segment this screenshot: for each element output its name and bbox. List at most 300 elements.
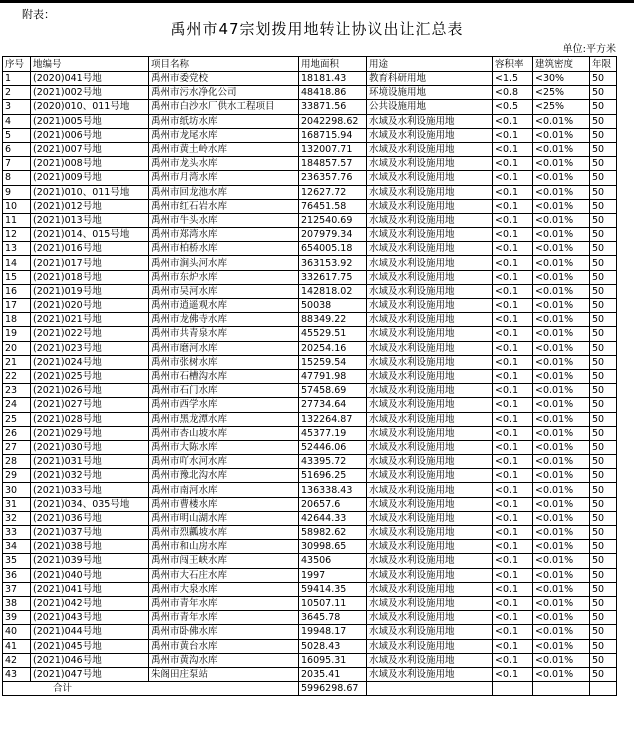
total-area: 5996298.67 <box>299 682 367 696</box>
cell-term: 50 <box>590 653 617 667</box>
cell-plot-ratio: <0.1 <box>493 611 533 625</box>
cell-usage: 水域及水利设施用地 <box>367 299 493 313</box>
cell-index: 1 <box>3 72 31 86</box>
cell-plot-ratio: <0.1 <box>493 327 533 341</box>
cell-term: 50 <box>590 611 617 625</box>
cell-usage: 水域及水利设施用地 <box>367 540 493 554</box>
cell-usage: 水域及水利设施用地 <box>367 384 493 398</box>
table-row <box>3 171 617 185</box>
cell-plot-ratio: <0.1 <box>493 256 533 270</box>
cell-usage: 水域及水利设施用地 <box>367 526 493 540</box>
cell-term: 50 <box>590 128 617 142</box>
cell-term: 50 <box>590 114 617 128</box>
cell-plot-ratio: <0.1 <box>493 228 533 242</box>
cell-area: 332617.75 <box>299 270 367 284</box>
cell-term: 50 <box>590 270 617 284</box>
cell-index: 36 <box>3 568 31 582</box>
table-row <box>3 128 617 142</box>
table-row <box>3 185 617 199</box>
cell-index: 31 <box>3 497 31 511</box>
table-row <box>3 526 617 540</box>
cell-index: 11 <box>3 213 31 227</box>
cell-parcel-no: (2021)038号地 <box>31 540 149 554</box>
cell-building-density: <0.01% <box>533 384 590 398</box>
cell-project-name: 禹州市闯王峡水库 <box>149 554 299 568</box>
cell-parcel-no: (2021)013号地 <box>31 213 149 227</box>
table-row <box>3 667 617 681</box>
cell-term: 50 <box>590 284 617 298</box>
cell-index: 12 <box>3 228 31 242</box>
cell-building-density: <0.01% <box>533 426 590 440</box>
cell-project-name: 禹州市吖水河水库 <box>149 455 299 469</box>
table-row <box>3 426 617 440</box>
cell-area: 136338.43 <box>299 483 367 497</box>
cell-plot-ratio: <0.1 <box>493 142 533 156</box>
cell-plot-ratio: <0.1 <box>493 526 533 540</box>
cell-area: 52446.06 <box>299 440 367 454</box>
cell-index: 7 <box>3 157 31 171</box>
cell-plot-ratio: <0.1 <box>493 596 533 610</box>
cell-plot-ratio: <0.1 <box>493 511 533 525</box>
cell-area: 45529.51 <box>299 327 367 341</box>
cell-project-name: 禹州市柏桥水库 <box>149 242 299 256</box>
cell-index: 22 <box>3 369 31 383</box>
cell-project-name: 禹州市卧佛水库 <box>149 625 299 639</box>
table-row <box>3 412 617 426</box>
cell-plot-ratio: <0.1 <box>493 185 533 199</box>
cell-area: 236357.76 <box>299 171 367 185</box>
cell-building-density: <0.01% <box>533 483 590 497</box>
cell-parcel-no: (2021)018号地 <box>31 270 149 284</box>
cell-project-name: 禹州市黄土岭水库 <box>149 142 299 156</box>
cell-project-name: 禹州市豫北沟水库 <box>149 469 299 483</box>
cell-usage: 水域及水利设施用地 <box>367 256 493 270</box>
cell-term: 50 <box>590 341 617 355</box>
cell-plot-ratio: <0.1 <box>493 384 533 398</box>
cell-project-name: 禹州市曹楼水库 <box>149 497 299 511</box>
cell-term: 50 <box>590 440 617 454</box>
cell-project-name: 禹州市龙头水库 <box>149 157 299 171</box>
cell-usage: 教育科研用地 <box>367 72 493 86</box>
cell-project-name: 禹州市东炉水库 <box>149 270 299 284</box>
cell-parcel-no: (2021)002号地 <box>31 86 149 100</box>
table-row <box>3 142 617 156</box>
cell-project-name: 禹州市磨河水库 <box>149 341 299 355</box>
cell-plot-ratio: <0.1 <box>493 440 533 454</box>
cell-building-density: <0.01% <box>533 327 590 341</box>
cell-plot-ratio: <0.1 <box>493 639 533 653</box>
cell-building-density: <0.01% <box>533 171 590 185</box>
cell-plot-ratio: <0.1 <box>493 653 533 667</box>
header-usage: 用途 <box>367 57 493 72</box>
cell-parcel-no: (2021)042号地 <box>31 596 149 610</box>
table-row <box>3 398 617 412</box>
table-row <box>3 299 617 313</box>
cell-parcel-no: (2021)019号地 <box>31 284 149 298</box>
header-building-density: 建筑密度 <box>533 57 590 72</box>
cell-index: 34 <box>3 540 31 554</box>
cell-parcel-no: (2021)024号地 <box>31 355 149 369</box>
cell-index: 37 <box>3 582 31 596</box>
cell-term: 50 <box>590 497 617 511</box>
cell-usage: 水域及水利设施用地 <box>367 568 493 582</box>
cell-index: 32 <box>3 511 31 525</box>
cell-area: 20254.16 <box>299 341 367 355</box>
cell-project-name: 朱阁田庄泵站 <box>149 667 299 681</box>
table-row <box>3 497 617 511</box>
cell-building-density: <0.01% <box>533 242 590 256</box>
cell-area: 20657.6 <box>299 497 367 511</box>
cell-building-density: <0.01% <box>533 199 590 213</box>
cell-index: 39 <box>3 611 31 625</box>
cell-plot-ratio: <0.1 <box>493 540 533 554</box>
cell-building-density: <0.01% <box>533 511 590 525</box>
annex-label: 附表： <box>22 8 55 21</box>
cell-building-density: <0.01% <box>533 128 590 142</box>
cell-term: 50 <box>590 554 617 568</box>
cell-index: 3 <box>3 100 31 114</box>
cell-term: 50 <box>590 185 617 199</box>
cell-area: 58982.62 <box>299 526 367 540</box>
cell-parcel-no: (2020)041号地 <box>31 72 149 86</box>
cell-term: 50 <box>590 455 617 469</box>
cell-building-density: <0.01% <box>533 157 590 171</box>
cell-project-name: 禹州市黄台水库 <box>149 639 299 653</box>
cell-area: 51696.25 <box>299 469 367 483</box>
cell-parcel-no: (2021)026号地 <box>31 384 149 398</box>
cell-plot-ratio: <0.1 <box>493 625 533 639</box>
cell-building-density: <0.01% <box>533 142 590 156</box>
cell-area: 57458.69 <box>299 384 367 398</box>
total-label: 合计 <box>3 682 299 696</box>
cell-area: 132264.87 <box>299 412 367 426</box>
cell-parcel-no: (2021)021号地 <box>31 313 149 327</box>
cell-term: 50 <box>590 398 617 412</box>
cell-plot-ratio: <0.1 <box>493 568 533 582</box>
cell-plot-ratio: <0.1 <box>493 355 533 369</box>
cell-term: 50 <box>590 540 617 554</box>
cell-plot-ratio: <0.1 <box>493 469 533 483</box>
header-term: 年限 <box>590 57 617 72</box>
cell-building-density: <0.01% <box>533 497 590 511</box>
cell-area: 47791.98 <box>299 369 367 383</box>
cell-building-density: <0.01% <box>533 540 590 554</box>
cell-project-name: 禹州市污水净化公司 <box>149 86 299 100</box>
cell-term: 50 <box>590 228 617 242</box>
cell-usage: 水域及水利设施用地 <box>367 213 493 227</box>
header-index: 序号 <box>3 57 31 72</box>
cell-usage: 水域及水利设施用地 <box>367 270 493 284</box>
cell-usage: 水域及水利设施用地 <box>367 185 493 199</box>
table-row <box>3 157 617 171</box>
cell-usage: 公共设施用地 <box>367 100 493 114</box>
cell-parcel-no: (2021)022号地 <box>31 327 149 341</box>
cell-term: 50 <box>590 639 617 653</box>
cell-parcel-no: (2021)017号地 <box>31 256 149 270</box>
cell-project-name: 禹州市黑龙潭水库 <box>149 412 299 426</box>
cell-area: 59414.35 <box>299 582 367 596</box>
cell-plot-ratio: <0.1 <box>493 398 533 412</box>
cell-plot-ratio: <0.8 <box>493 86 533 100</box>
table-row <box>3 639 617 653</box>
cell-building-density: <0.01% <box>533 355 590 369</box>
cell-term: 50 <box>590 299 617 313</box>
table-row <box>3 653 617 667</box>
cell-parcel-no: (2021)020号地 <box>31 299 149 313</box>
cell-index: 10 <box>3 199 31 213</box>
cell-index: 30 <box>3 483 31 497</box>
cell-area: 10507.11 <box>299 596 367 610</box>
table-row <box>3 213 617 227</box>
cell-building-density: <0.01% <box>533 256 590 270</box>
cell-index: 28 <box>3 455 31 469</box>
cell-plot-ratio: <0.1 <box>493 483 533 497</box>
cell-parcel-no: (2021)040号地 <box>31 568 149 582</box>
cell-area: 168715.94 <box>299 128 367 142</box>
header-area: 用地面积 <box>299 57 367 72</box>
cell-area: 2042298.62 <box>299 114 367 128</box>
cell-parcel-no: (2021)006号地 <box>31 128 149 142</box>
cell-area: 2035.41 <box>299 667 367 681</box>
cell-project-name: 禹州市红石岩水库 <box>149 199 299 213</box>
cell-building-density: <25% <box>533 86 590 100</box>
cell-index: 35 <box>3 554 31 568</box>
cell-project-name: 禹州市吴河水库 <box>149 284 299 298</box>
cell-building-density: <0.01% <box>533 653 590 667</box>
cell-index: 4 <box>3 114 31 128</box>
cell-parcel-no: (2021)010、011号地 <box>31 185 149 199</box>
cell-building-density: <0.01% <box>533 114 590 128</box>
cell-parcel-no: (2021)033号地 <box>31 483 149 497</box>
cell-usage: 水域及水利设施用地 <box>367 114 493 128</box>
total-row <box>3 682 617 696</box>
cell-index: 9 <box>3 185 31 199</box>
cell-project-name: 禹州市龙尾水库 <box>149 128 299 142</box>
cell-building-density: <0.01% <box>533 313 590 327</box>
cell-parcel-no: (2021)046号地 <box>31 653 149 667</box>
cell-usage: 水域及水利设施用地 <box>367 639 493 653</box>
cell-term: 50 <box>590 667 617 681</box>
cell-area: 76451.58 <box>299 199 367 213</box>
cell-index: 38 <box>3 596 31 610</box>
cell-parcel-no: (2021)014、015号地 <box>31 228 149 242</box>
cell-plot-ratio: <0.1 <box>493 299 533 313</box>
cell-building-density: <0.01% <box>533 469 590 483</box>
cell-plot-ratio: <0.1 <box>493 582 533 596</box>
cell-usage: 水域及水利设施用地 <box>367 625 493 639</box>
cell-plot-ratio: <0.1 <box>493 667 533 681</box>
cell-plot-ratio: <0.1 <box>493 128 533 142</box>
cell-building-density: <0.01% <box>533 213 590 227</box>
cell-index: 40 <box>3 625 31 639</box>
cell-project-name: 禹州市黄沟水库 <box>149 653 299 667</box>
table-row <box>3 369 617 383</box>
cell-parcel-no: (2021)044号地 <box>31 625 149 639</box>
cell-project-name: 禹州市纸坊水库 <box>149 114 299 128</box>
cell-term: 50 <box>590 426 617 440</box>
cell-usage: 水域及水利设施用地 <box>367 142 493 156</box>
document-title: 禹州市47宗划拨用地转让协议出让汇总表 <box>170 20 464 38</box>
table-row <box>3 611 617 625</box>
table-row <box>3 469 617 483</box>
table-row <box>3 284 617 298</box>
cell-term: 50 <box>590 596 617 610</box>
cell-area: 654005.18 <box>299 242 367 256</box>
cell-term: 50 <box>590 327 617 341</box>
cell-project-name: 禹州市石门水库 <box>149 384 299 398</box>
cell-project-name: 禹州市回龙池水库 <box>149 185 299 199</box>
cell-area: 16095.31 <box>299 653 367 667</box>
cell-building-density: <0.01% <box>533 611 590 625</box>
cell-project-name: 禹州市共青泉水库 <box>149 327 299 341</box>
cell-usage: 水域及水利设施用地 <box>367 497 493 511</box>
table-row <box>3 72 617 86</box>
cell-project-name: 禹州市逍遥观水库 <box>149 299 299 313</box>
cell-term: 50 <box>590 100 617 114</box>
cell-project-name: 禹州市大泉水库 <box>149 582 299 596</box>
cell-area: 30998.65 <box>299 540 367 554</box>
cell-building-density: <0.01% <box>533 228 590 242</box>
cell-term: 50 <box>590 355 617 369</box>
cell-building-density: <0.01% <box>533 341 590 355</box>
table-row <box>3 455 617 469</box>
header-parcel-no: 地编号 <box>31 57 149 72</box>
cell-area: 19948.17 <box>299 625 367 639</box>
cell-usage: 水域及水利设施用地 <box>367 455 493 469</box>
table-row <box>3 327 617 341</box>
cell-usage: 水域及水利设施用地 <box>367 341 493 355</box>
cell-index: 16 <box>3 284 31 298</box>
cell-project-name: 禹州市南河水库 <box>149 483 299 497</box>
cell-usage: 水域及水利设施用地 <box>367 355 493 369</box>
cell-area: 48418.86 <box>299 86 367 100</box>
table-row <box>3 596 617 610</box>
cell-usage: 水域及水利设施用地 <box>367 398 493 412</box>
cell-index: 8 <box>3 171 31 185</box>
cell-index: 13 <box>3 242 31 256</box>
cell-building-density: <25% <box>533 100 590 114</box>
table-row <box>3 568 617 582</box>
cell-parcel-no: (2021)023号地 <box>31 341 149 355</box>
cell-project-name: 禹州市郑湾水库 <box>149 228 299 242</box>
cell-building-density: <0.01% <box>533 440 590 454</box>
cell-area: 18181.43 <box>299 72 367 86</box>
cell-term: 50 <box>590 313 617 327</box>
cell-area: 45377.19 <box>299 426 367 440</box>
cell-area: 207979.34 <box>299 228 367 242</box>
cell-usage: 水域及水利设施用地 <box>367 511 493 525</box>
cell-area: 142818.02 <box>299 284 367 298</box>
cell-usage: 水域及水利设施用地 <box>367 653 493 667</box>
cell-term: 50 <box>590 86 617 100</box>
cell-area: 42644.33 <box>299 511 367 525</box>
cell-plot-ratio: <0.1 <box>493 412 533 426</box>
table-row <box>3 625 617 639</box>
cell-project-name: 禹州市月湾水库 <box>149 171 299 185</box>
cell-plot-ratio: <0.5 <box>493 100 533 114</box>
cell-parcel-no: (2021)008号地 <box>31 157 149 171</box>
cell-building-density: <30% <box>533 72 590 86</box>
cell-usage: 水域及水利设施用地 <box>367 128 493 142</box>
cell-parcel-no: (2021)032号地 <box>31 469 149 483</box>
cell-term: 50 <box>590 157 617 171</box>
cell-building-density: <0.01% <box>533 625 590 639</box>
cell-project-name: 禹州市石槽沟水库 <box>149 369 299 383</box>
cell-project-name: 禹州市大陈水库 <box>149 440 299 454</box>
cell-index: 21 <box>3 355 31 369</box>
cell-building-density: <0.01% <box>533 284 590 298</box>
cell-usage: 水域及水利设施用地 <box>367 483 493 497</box>
cell-term: 50 <box>590 256 617 270</box>
cell-parcel-no: (2021)039号地 <box>31 554 149 568</box>
cell-building-density: <0.01% <box>533 596 590 610</box>
table-row <box>3 511 617 525</box>
cell-usage: 水域及水利设施用地 <box>367 582 493 596</box>
cell-usage: 水域及水利设施用地 <box>367 596 493 610</box>
cell-area: 15259.54 <box>299 355 367 369</box>
header-plot-ratio: 容积率 <box>493 57 533 72</box>
total-empty-cell <box>590 682 617 696</box>
cell-project-name: 禹州市和山房水库 <box>149 540 299 554</box>
cell-area: 43395.72 <box>299 455 367 469</box>
top-rule <box>0 0 634 3</box>
header-project-name: 项目名称 <box>149 57 299 72</box>
cell-term: 50 <box>590 199 617 213</box>
cell-project-name: 禹州市大石庄水库 <box>149 568 299 582</box>
total-empty-cell <box>533 682 590 696</box>
cell-index: 17 <box>3 299 31 313</box>
table-row <box>3 228 617 242</box>
table-row <box>3 355 617 369</box>
cell-usage: 水域及水利设施用地 <box>367 469 493 483</box>
cell-term: 50 <box>590 171 617 185</box>
cell-parcel-no: (2021)029号地 <box>31 426 149 440</box>
cell-project-name: 禹州市张树水库 <box>149 355 299 369</box>
cell-building-density: <0.01% <box>533 667 590 681</box>
cell-term: 50 <box>590 469 617 483</box>
table-row <box>3 313 617 327</box>
cell-plot-ratio: <0.1 <box>493 313 533 327</box>
cell-parcel-no: (2021)047号地 <box>31 667 149 681</box>
cell-area: 132007.71 <box>299 142 367 156</box>
cell-project-name: 禹州市杏山坡水库 <box>149 426 299 440</box>
cell-area: 27734.64 <box>299 398 367 412</box>
cell-parcel-no: (2021)031号地 <box>31 455 149 469</box>
cell-plot-ratio: <0.1 <box>493 426 533 440</box>
cell-project-name: 禹州市委党校 <box>149 72 299 86</box>
cell-term: 50 <box>590 142 617 156</box>
cell-term: 50 <box>590 568 617 582</box>
cell-project-name: 禹州市青年水库 <box>149 596 299 610</box>
cell-term: 50 <box>590 384 617 398</box>
cell-term: 50 <box>590 369 617 383</box>
table-row <box>3 483 617 497</box>
cell-usage: 环境设施用地 <box>367 86 493 100</box>
table-row <box>3 86 617 100</box>
cell-term: 50 <box>590 242 617 256</box>
cell-plot-ratio: <0.1 <box>493 171 533 185</box>
cell-parcel-no: (2021)045号地 <box>31 639 149 653</box>
cell-building-density: <0.01% <box>533 568 590 582</box>
table-row <box>3 554 617 568</box>
cell-usage: 水域及水利设施用地 <box>367 412 493 426</box>
cell-usage: 水域及水利设施用地 <box>367 440 493 454</box>
cell-term: 50 <box>590 526 617 540</box>
cell-term: 50 <box>590 511 617 525</box>
cell-area: 363153.92 <box>299 256 367 270</box>
cell-index: 20 <box>3 341 31 355</box>
total-empty-cell <box>367 682 493 696</box>
